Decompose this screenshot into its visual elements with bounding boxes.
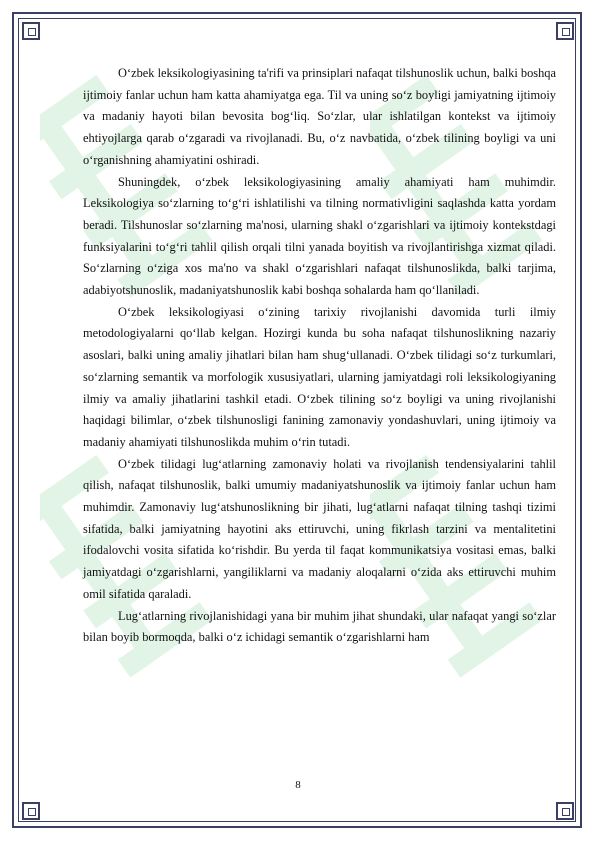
- page-number: 8: [295, 779, 301, 791]
- paragraph: Shuningdek, o‘zbek leksikologiyasining amaliy ahamiyati ham muhimdir. Leksikologiya so‘zlarning to‘g‘ri ishlatilishi va tilning normativligini saqlashda katta yordam beradi. Tilshunoslar so‘zlarning ma'nosi, ularning shakl o‘zgarishlari va ijtimoiy kontekstdagi funksiyalarini to‘g‘ri tahlil qilish orqali tilni yanada boyitish va rivojlantirishga xizmat qiladi. So‘zlarning o‘ziga xos ma'no va shakl o‘zgarishlari nafaqat tilshunoslikda, balki tarjima, adabiyotshunoslik, madaniyatshunoslik kabi boshqa sohalarda ham qo‘llaniladi.: [83, 174, 556, 298]
- paragraph: O‘zbek leksikologiyasining ta'rifi va prinsiplari nafaqat tilshunoslik uchun, balki boshqa ijtimoiy fanlar uchun ham katta ahamiyatga ega. Til va uning so‘z boyligi jamiyatning ijtimoiy va madaniy hayoti bilan bevosita bog‘liq. So‘zlar, ular ishlatilgan kontekst va ijtimoiy ehtiyojlarga qarab o‘zgaradi va rivojlanadi. Bu, o‘z navbatida, o‘zbek tilining boyligi va uni o‘rganishning ahamiyatini oshiradi.: [83, 66, 556, 167]
- paragraph: O‘zbek tilidagi lug‘atlarning zamonaviy holati va rivojlanish tendensiyalarini tahlil qilish, nafaqat tilshunoslik, balki umumiy madaniyatshunoslik va ijtimoiy fanlar uchun ham muhimdir. Zamonaviy lug‘atshunoslikning bir jihati, lug‘atlarni nafaqat tilning tashqi tizimi sifatida, balki jamiyatning hayotini aks ettiruvchi, uning fikrlash tarzini va mentalitetini ifodalovchi vosita sifatida ko‘rishdir. Bu yerda til faqat kommunikatsiya vositasi emas, balki jamiyatdagi o‘zgarishlarni, yangiliklarni va madaniy aloqalarni o‘zida aks ettiruvchi muhim omil sifatida qaraladi.: [83, 456, 556, 601]
- corner-ornament-bottom-right: [556, 802, 574, 820]
- paragraph: Lug‘atlarning rivojlanishidagi yana bir muhim jihat shundaki, ular nafaqat yangi so‘zlar bilan boyib bormoqda, balki o‘z ichidagi semantik o‘zgarishlarni ham: [83, 608, 556, 645]
- paragraph: O‘zbek leksikologiyasi o‘zining tarixiy rivojlanishi davomida turli ilmiy metodologiyalarni qo‘llab kelgan. Hozirgi kunda bu soha nafaqat tilshunoslikning nazariy asoslari, balki uning amaliy jihatlari bilan ham shug‘ullanadi. O‘zbek tilidagi so‘z turkumlari, so‘zlarning semantik va morfologik xususiyatlari, ularning jamiyatdagi roli leksikologiyaning ilmiy va amaliy jihatlarini tashkil etadi. O‘zbek tilining so‘z boyligi va uning rivojlanishi haqidagi bilimlar, o‘zbek tilshunosligi fanining zamonaviy yondashuvlari, uning ijtimoiy va madaniy ahamiyati tilshunoslikda muhim o‘rin tutadi.: [83, 304, 556, 449]
- corner-ornament-top-right: [556, 22, 574, 40]
- document-body: [83, 63, 556, 649]
- corner-ornament-bottom-left: [22, 802, 40, 820]
- corner-ornament-top-left: [22, 22, 40, 40]
